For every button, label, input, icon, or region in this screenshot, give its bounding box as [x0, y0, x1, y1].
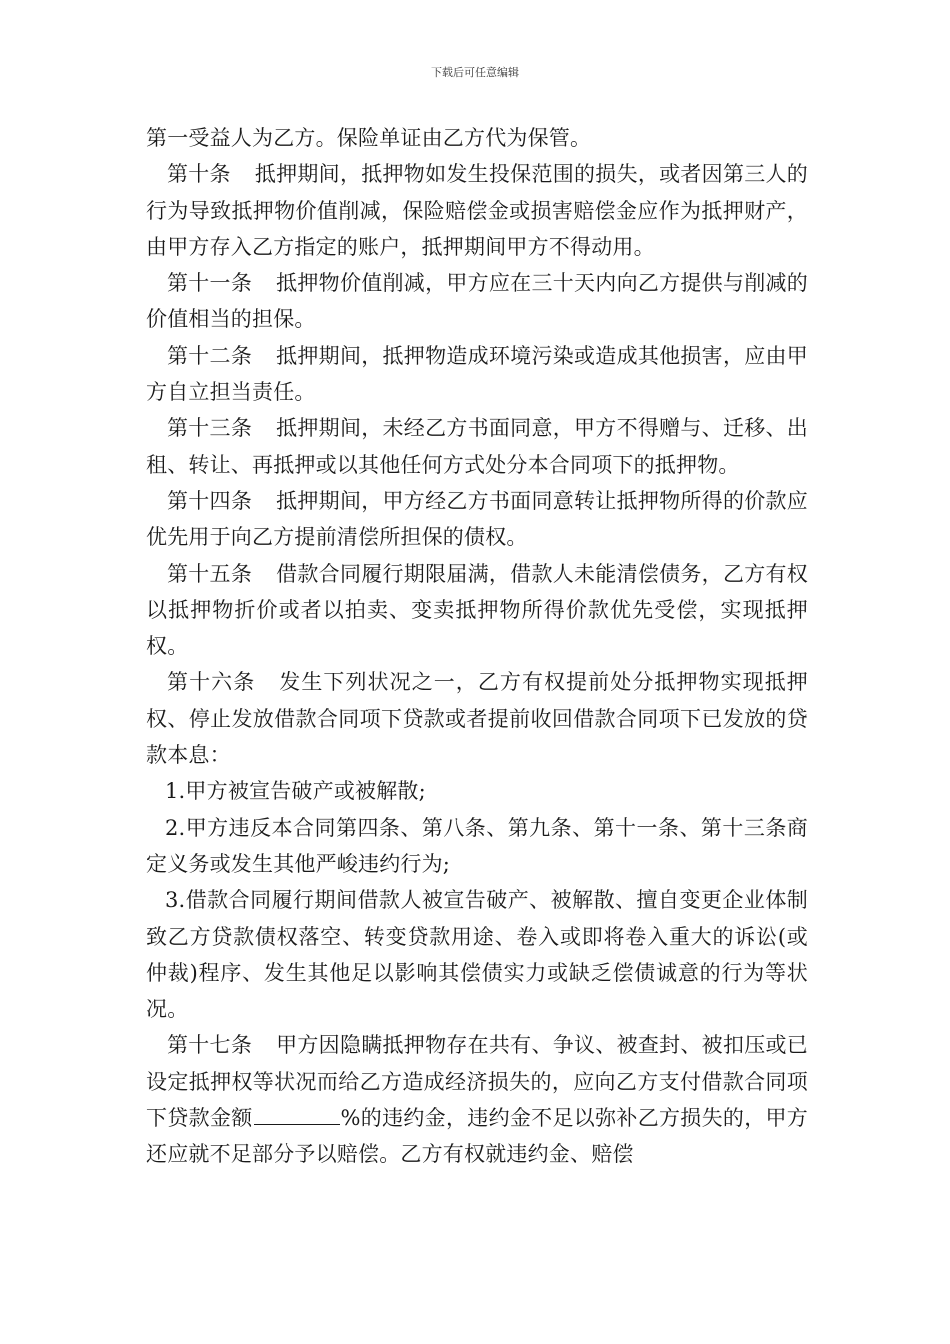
list-item [146, 882, 808, 1027]
article-number: 第十条 [167, 162, 231, 187]
article-10 [146, 156, 808, 265]
article-text: 抵押物价值削减，甲方应在三十天内向乙方提供与削减的价值相当的担保。 [146, 271, 808, 332]
list-item-text: 2.甲方违反本合同第四条、第八条、第九条、第十一条、第十三条商定义务或发生其他严峻违约行为; [146, 815, 808, 876]
article-text-before-blank: 甲方因隐瞒抵押物存在共有、争议、被查封、被扣压或已设定抵押权等状况而给乙方造成经济损失的，应向乙方支付借款合同项下贷款金额 [146, 1033, 808, 1131]
paragraph-text: 第一受益人为乙方。保险单证由乙方代为保管。 [146, 126, 592, 150]
list-item [146, 773, 808, 809]
article-text: 抵押期间，未经乙方书面同意，甲方不得赠与、迁移、出租、转让、再抵押或以其他任何方式处分本合同项下的抵押物。 [146, 416, 808, 477]
article-16 [146, 664, 808, 773]
article-15 [146, 556, 808, 665]
article-13 [146, 410, 808, 483]
article-number: 第十二条 [167, 343, 253, 368]
article-14 [146, 483, 808, 556]
article-number: 第十七条 [167, 1033, 253, 1058]
page-header-note: 下载后可任意编辑 [431, 66, 519, 79]
article-text: 抵押期间，甲方经乙方书面同意转让抵押物所得的价款应优先用于向乙方提前清偿所担保的债权。 [146, 488, 808, 550]
article-11 [146, 265, 808, 338]
list-item [146, 810, 808, 883]
article-text-after-blank: %的违约金，违约金不足以弥补乙方损失的，甲方还应就不足部分予以赔偿。乙方有权就违约金、赔偿 [146, 1106, 809, 1167]
article-text: 借款合同履行期限届满，借款人未能清偿债务，乙方有权以抵押物折价或者以拍卖、变卖抵押物所得价款优先受偿，实现抵押权。 [146, 561, 808, 659]
paragraph-continuation [146, 120, 808, 156]
article-12 [146, 338, 808, 411]
article-text: 抵押期间，抵押物如发生投保范围的损失，或者因第三人的行为导致抵押物价值削减，保险赔偿金或损害赔偿金应作为抵押财产，由甲方存入乙方指定的账户，抵押期间甲方不得动用。 [146, 162, 808, 259]
list-item-text: 1.甲方被宣告破产或被解散; [165, 779, 426, 804]
article-number: 第十一条 [167, 271, 253, 296]
article-number: 第十五条 [167, 561, 253, 586]
article-number: 第十四条 [167, 488, 253, 513]
article-17 [146, 1027, 808, 1172]
list-item-text: 3.借款合同履行期间借款人被宣告破产、被解散、擅自变更企业体制致乙方贷款债权落空、转变贷款用途、卷入或即将卷入重大的诉讼(或仲裁)程序、发生其他足以影响其偿债实力或缺乏偿债诚意的行为等状况。 [146, 888, 808, 1022]
fill-in-blank[interactable] [254, 1104, 340, 1125]
article-number: 第十三条 [167, 416, 253, 441]
contract-body [146, 120, 808, 1173]
article-text: 抵押期间，抵押物造成环境污染或造成其他损害，应由甲方自立担当责任。 [146, 343, 808, 405]
article-number: 第十六条 [167, 670, 256, 695]
article-text: 发生下列状况之一，乙方有权提前处分抵押物实现抵押权、停止发放借款合同项下贷款或者提前收回借款合同项下已发放的贷款本息： [146, 670, 808, 768]
